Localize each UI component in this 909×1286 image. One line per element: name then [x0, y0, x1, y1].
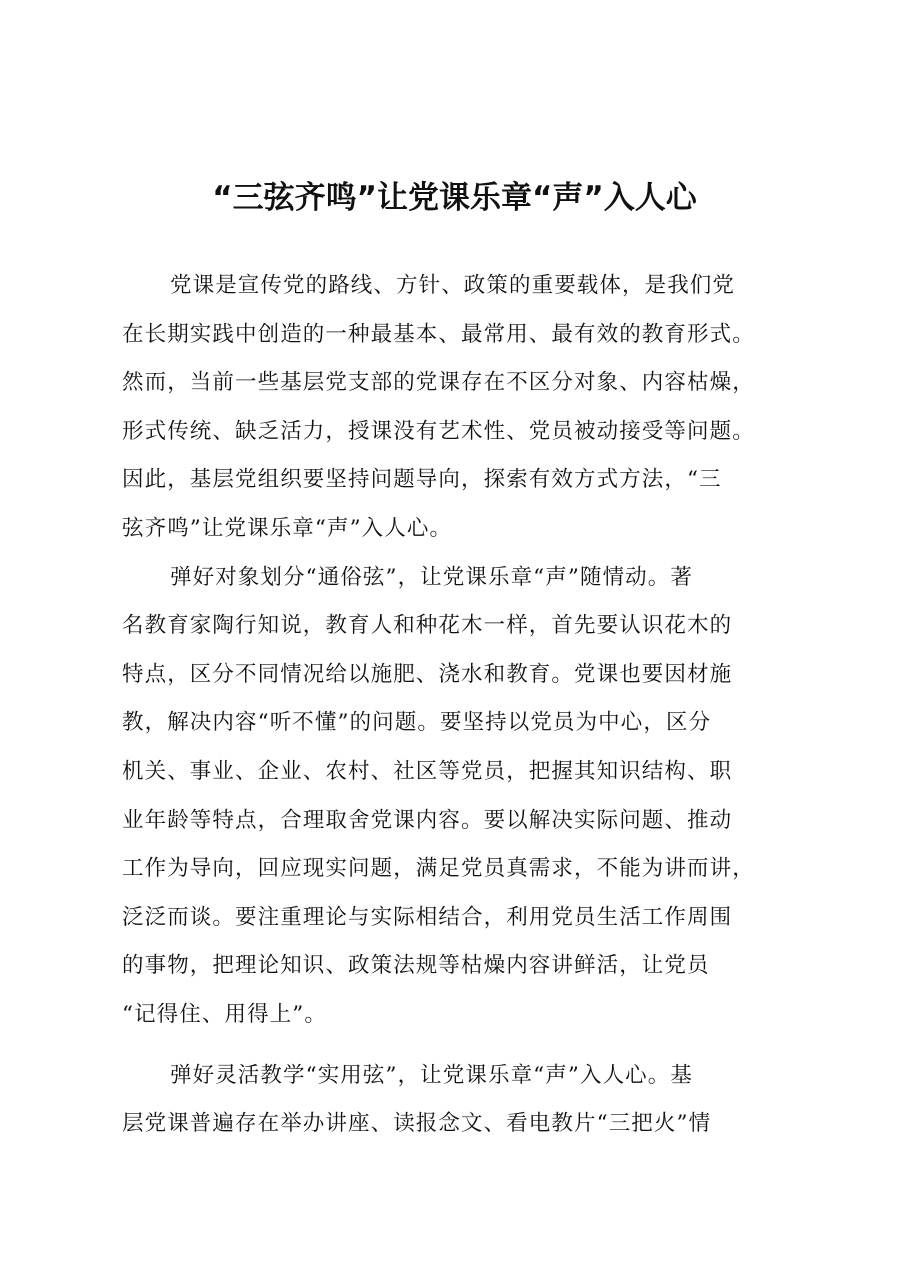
text-line: 教，解决内容“听不懂”的问题。要坚持以党员为中心，区分 — [122, 710, 712, 736]
text-line: 工作为导向，回应现实问题，满足党员真需求，不能为讲而讲， — [122, 856, 755, 882]
text-line: 弹好灵活教学“实用弦”，让党课乐章“声”入人心。基 — [170, 1062, 693, 1088]
text-line: 弦齐鸣”让党课乐章“声”入人心。 — [122, 515, 453, 541]
document-body — [122, 262, 802, 1149]
text-line: 在长期实践中创造的一种最基本、最常用、最有效的教育形式。 — [122, 321, 755, 347]
text-line: 然而，当前一些基层党支部的党课存在不区分对象、内容枯燥， — [122, 370, 755, 396]
document-title: “三弦齐鸣”让党课乐章“声”入人心 — [212, 180, 697, 216]
text-line: 因此，基层党组织要坚持问题导向，探索有效方式方法，“三 — [122, 467, 722, 493]
paragraph-1 — [122, 262, 802, 554]
text-line: 层党课普遍存在举办讲座、读报念文、看电教片“三把火”情 — [122, 1111, 712, 1137]
text-line: 特点，区分不同情况给以施肥、浇水和教育。党课也要因材施 — [122, 661, 733, 687]
text-line: 泛泛而谈。要注重理论与实际相结合，利用党员生活工作周围 — [122, 904, 733, 930]
text-line: 名教育家陶行知说，教育人和种花木一样，首先要认识花木的 — [122, 613, 733, 639]
paragraph-3 — [122, 1052, 802, 1149]
text-line: 业年龄等特点，合理取舍党课内容。要以解决实际问题、推动 — [122, 807, 733, 833]
text-line: 形式传统、缺乏活力，授课没有艺术性、党员被动接受等问题。 — [122, 418, 755, 444]
text-line: 机关、事业、企业、农村、社区等党员，把握其知识结构、职 — [122, 758, 733, 784]
text-line: “记得住、用得上”。 — [122, 1001, 327, 1027]
text-line: 的事物，把理论知识、政策法规等枯燥内容讲鲜活，让党员 — [122, 953, 710, 979]
paragraph-spacer — [122, 1040, 802, 1052]
text-line: 党课是宣传党的路线、方针、政策的重要载体，是我们党 — [170, 273, 736, 298]
paragraph-2 — [122, 554, 802, 1040]
text-line: 弹好对象划分“通俗弦”，让党课乐章“声”随情动。著 — [170, 564, 693, 590]
